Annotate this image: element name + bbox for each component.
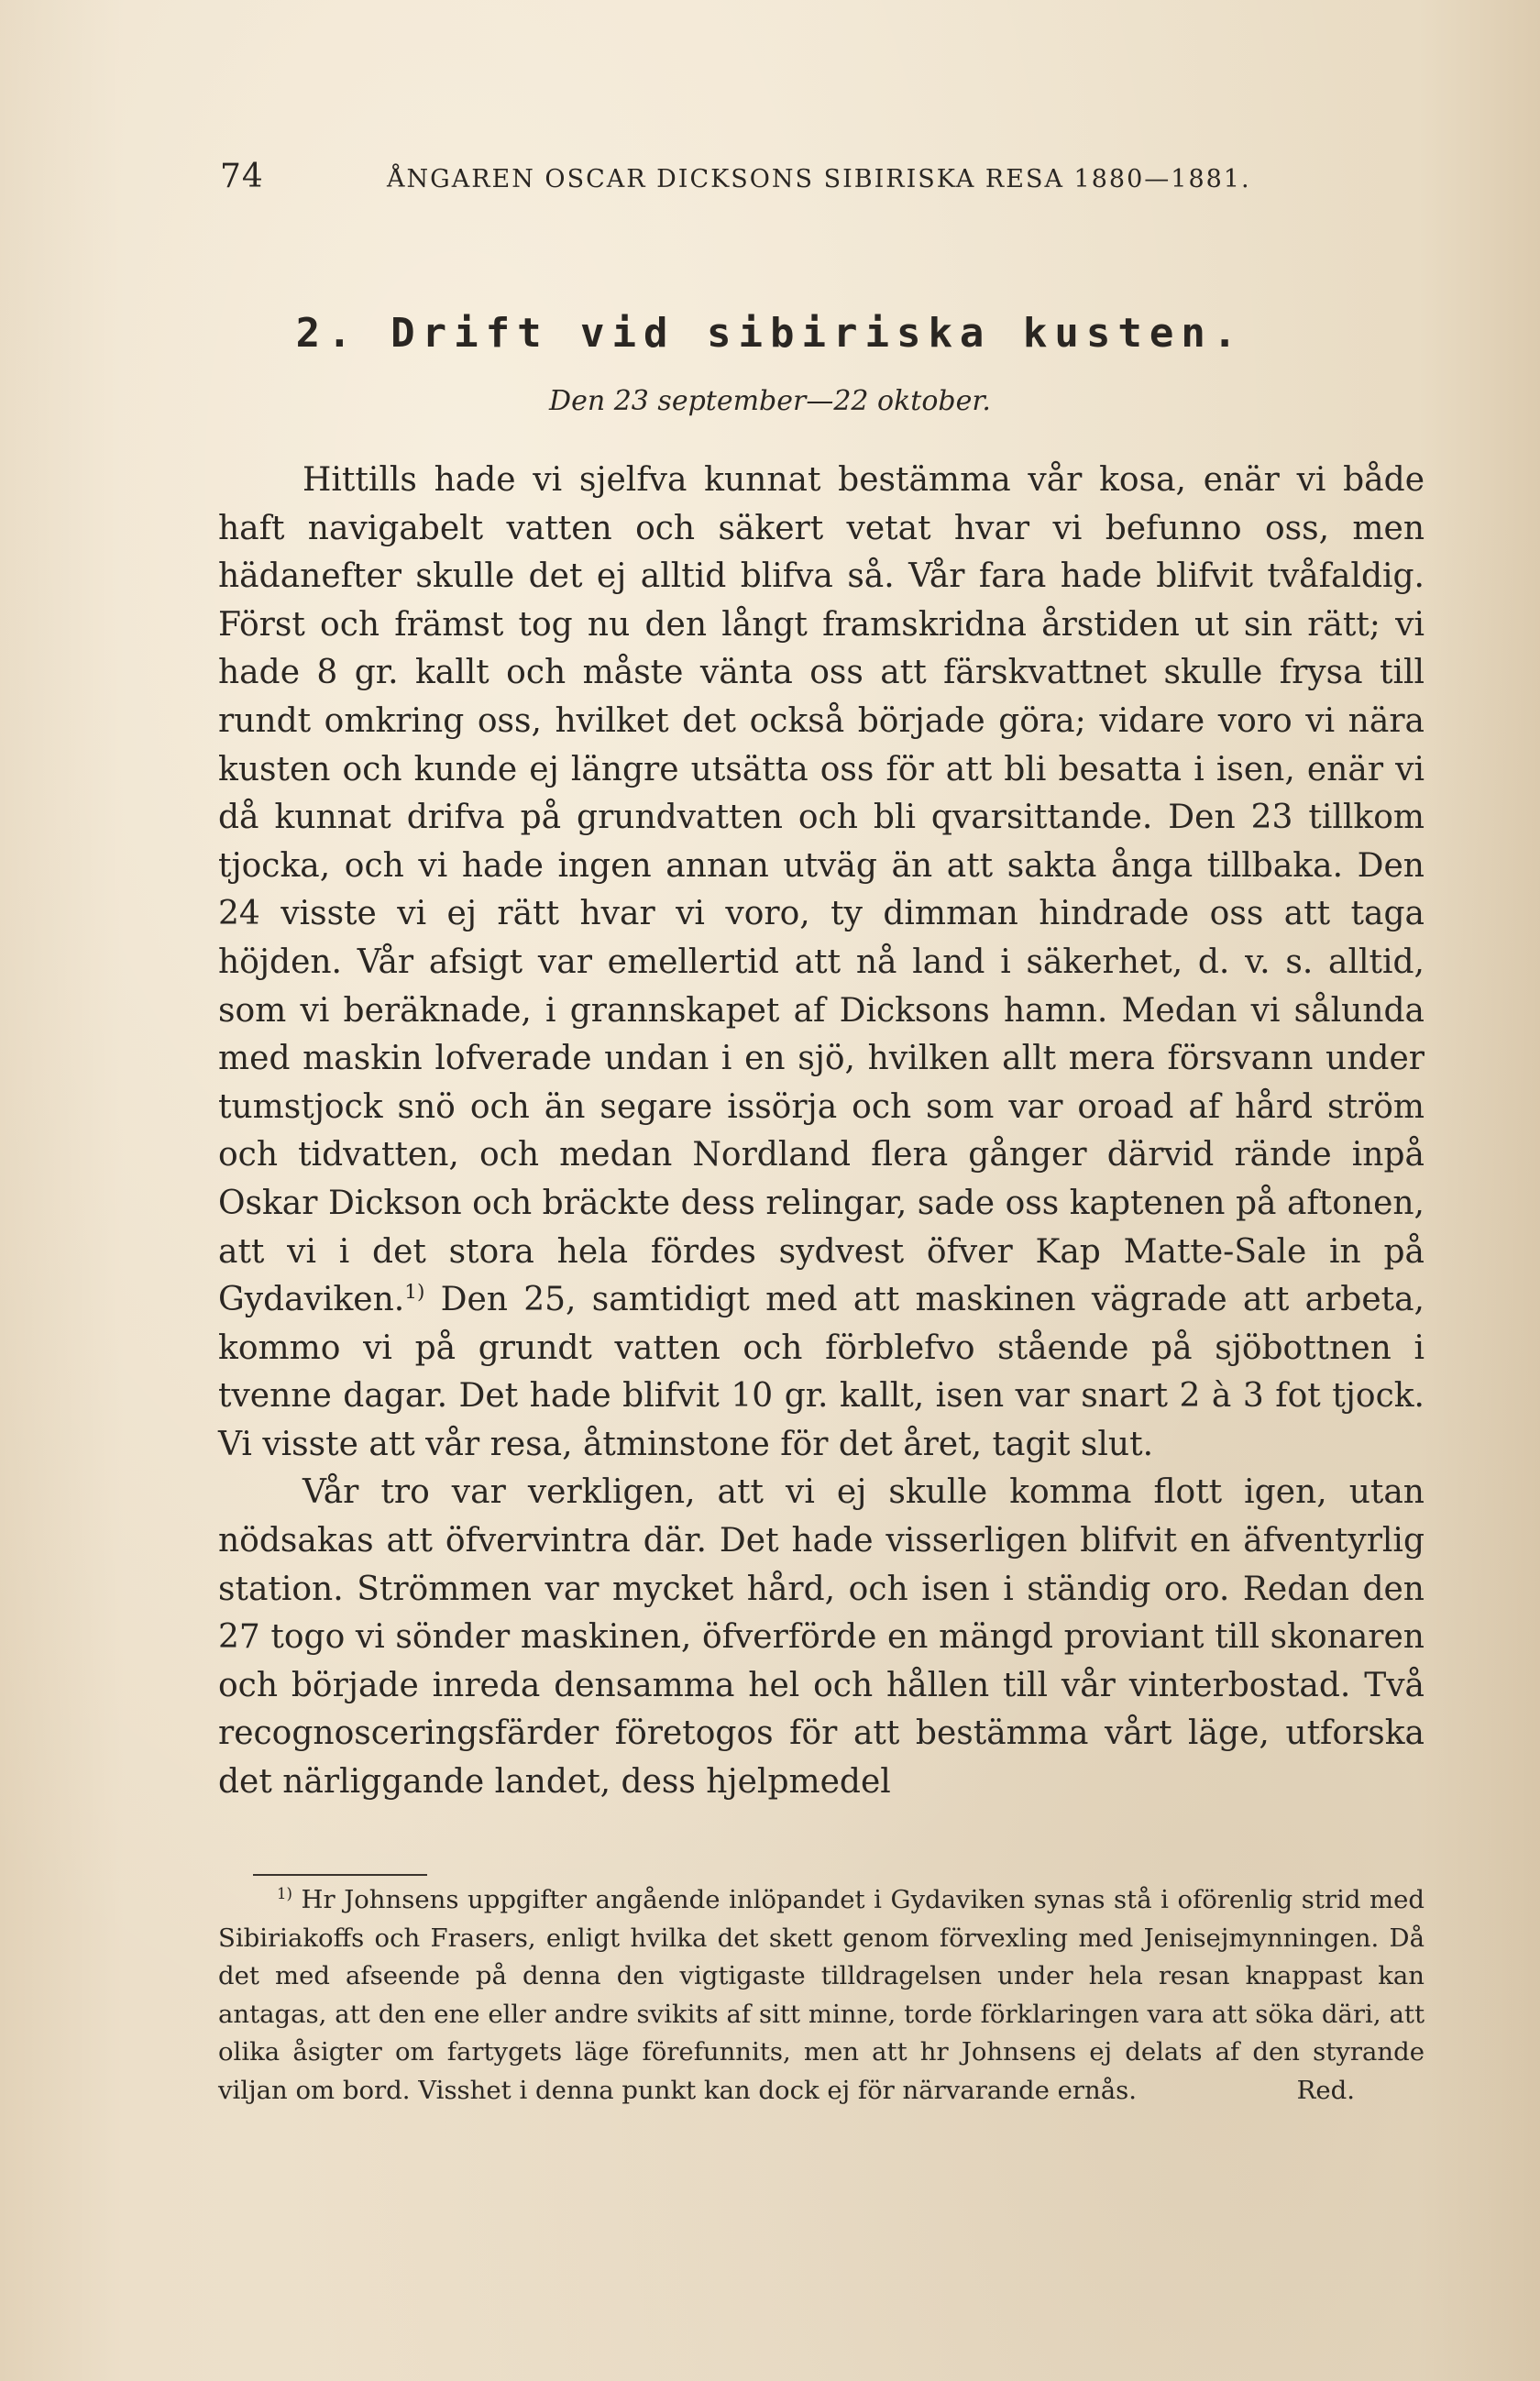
paragraph-text-continued: Den 25, samtidigt med att maskinen vägrade att arbeta, kommo vi på grundt vatten och förblefvo stående på sjöbottnen i tvenne dagar. Det hade blifvit 10 gr. kallt, isen var snart 2 à 3 fot tjock. Vi visste att vår resa, åtminstone för det året, tagit slut. xyxy=(218,1281,1424,1463)
chapter-date: Den 23 september—22 oktober. xyxy=(549,385,991,417)
page-header xyxy=(220,158,1338,204)
footnote xyxy=(218,1881,1424,2110)
paragraph xyxy=(218,1469,1424,1806)
paragraph xyxy=(218,457,1424,1469)
body-text xyxy=(218,457,1424,1807)
running-title: ÅNGAREN OSCAR DICKSONS SIBIRISKA RESA 1880—1881. xyxy=(387,165,1251,193)
footnote-signature: Red. xyxy=(1296,2075,1355,2105)
footnote-text: Hr Johnsens uppgifter angående inlöpandet i Gydaviken synas stå i oförenlig strid med Sibiriakoffs och Frasers, enligt hvilka det skett genom förvexling med Jenisejmynningen. Då det med afseende på denna den vigtigaste tilldragelsen under hela resan knappast kan antagas, att den ene eller andre svikits af sitt minne, torde förklaringen vara att söka däri, att olika åsigter om fartygets läge förefunnits, men att hr Johnsens ej delats af den styrande viljan om bord. Visshet i denna punkt kan dock ej för närvarande ernås. xyxy=(218,1885,1424,2105)
footnote-reference: 1) xyxy=(404,1281,425,1305)
chapter-title: 2. Drift vid sibiriska kusten. xyxy=(295,310,1245,357)
footnote-marker: 1) xyxy=(277,1884,292,1902)
footnote-divider xyxy=(253,1874,427,1876)
page-number: 74 xyxy=(220,158,264,195)
paragraph-text: Hittills hade vi sjelfva kunnat bestämma vår kosa, enär vi både haft navigabelt vatten och säkert vetat hvar vi befunno oss, men hädanefter skulle det ej alltid blifva så. Vår fara hade blifvit tvåfaldig. Först och främst tog nu den långt framskridna årstiden ut sin rätt; vi hade 8 gr. kallt och måste vänta oss att färskvattnet skulle frysa till rundt omkring oss, hvilket det också började göra; vidare voro vi nära kusten och kunde ej längre utsätta oss för att bli besatta i isen, enär vi då kunnat drifva på grundvatten och bli qvarsittande. Den 23 tillkom tjocka, och vi hade ingen annan utväg än att sakta ånga tillbaka. Den 24 visste vi ej rätt hvar vi voro, ty dimman hindrade oss att taga höjden. Vår afsigt var emellertid att nå land i säkerhet, d. v. s. alltid, som vi beräknade, i grannskapet af Dicksons hamn. Medan vi sålunda med maskin lofverade undan i en sjö, hvilken allt mera försvann under tumstjock snö och än segare issörja och som var oroad af hård ström och tidvatten, och medan Nordland flera gånger därvid rände inpå Oskar Dickson och bräckte dess relingar, sade oss kaptenen på aftonen, att vi i det stora hela fördes sydvest öfver Kap Matte-Sale in på Gydaviken. xyxy=(218,461,1424,1319)
paragraph-text: Vår tro var verkligen, att vi ej skulle komma flott igen, utan nödsakas att öfvervintra där. Det hade visserligen blifvit en äfventyrlig station. Strömmen var mycket hård, och isen i ständig oro. Redan den 27 togo vi sönder maskinen, öfverförde en mängd proviant till skonaren och började inreda densamma hel och hållen till vår vinterbostad. Två recognosceringsfärder företogos för att bestämma vårt läge, utforska det närliggande landet, dess hjelpmedel xyxy=(218,1473,1424,1802)
